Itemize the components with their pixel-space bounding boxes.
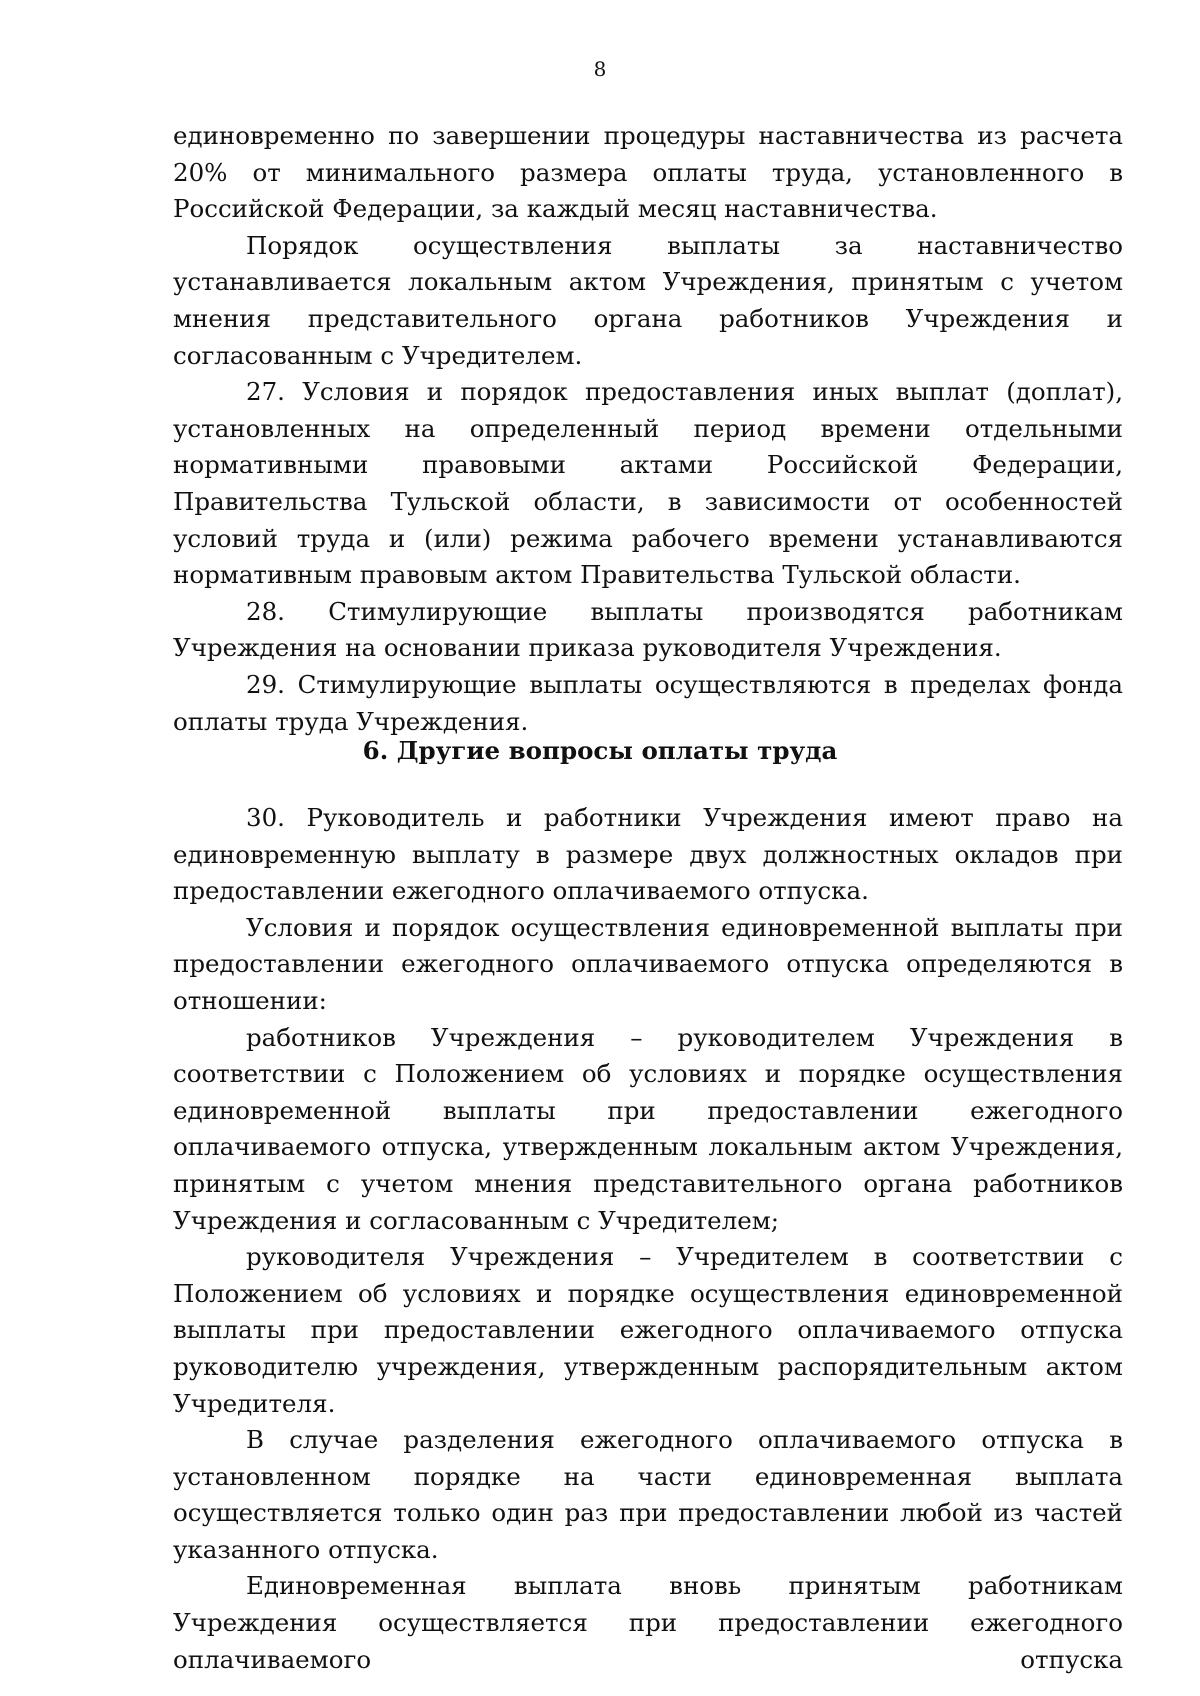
document-body-top — [173, 118, 1123, 740]
section-heading: 6. Другие вопросы оплаты труда — [362, 736, 838, 765]
paragraph: работников Учреждения – руководителем Учреждения в соответствии с Положением об условиях и порядке осуществления единовременной выплаты при предоставлении ежегодного оплачиваемого отпуска, утвержденным локальным актом Учреждения, принятым с учетом мнения представительного органа работников Учреждения и согласованным с Учредителем; — [173, 1022, 1123, 1235]
paragraph: руководителя Учреждения – Учредителем в соответствии с Положением об условиях и порядке осуществления единовременной выплаты при предоставлении ежегодного оплачиваемого отпуска руководителю учреждения, утвержденным распорядительным актом Учредителя. — [173, 1242, 1123, 1418]
paragraph: Единовременная выплата вновь принятым работникам Учреждения осуществляется при предоставлении ежегодного оплачиваемого отпуска — [173, 1571, 1123, 1674]
paragraph: Условия и порядок осуществления единовременной выплаты при предоставлении ежегодного оплачиваемого отпуска определяются в отношении: — [173, 912, 1123, 1015]
paragraph: 28. Стимулирующие выплаты производятся работникам Учреждения на основании приказа руководителя Учреждения. — [173, 596, 1123, 663]
page-number: 8 — [593, 57, 607, 81]
paragraph: 27. Условия и порядок предоставления иных выплат (доплат), установленных на определенный период времени отдельными нормативными правовыми актами Российской Федерации, Правительства Тульской области, в зависимости от особенностей условий труда и (или) режима рабочего времени устанавливаются нормативным правовым актом Правительства Тульской области. — [173, 377, 1123, 590]
paragraph: Порядок осуществления выплаты за наставничество устанавливается локальным актом Учреждения, принятым с учетом мнения представительного органа работников Учреждения и согласованным с Учредителем. — [173, 230, 1123, 370]
document-body-bottom — [173, 800, 1123, 1678]
paragraph: единовременно по завершении процедуры наставничества из расчета 20% от минимального размера оплаты труда, установленного в Российской Федерации, за каждый месяц наставничества. — [173, 121, 1123, 224]
paragraph: В случае разделения ежегодного оплачиваемого отпуска в установленном порядке на части единовременная выплата осуществляется только один раз при предоставлении любой из частей указанного отпуска. — [173, 1425, 1123, 1564]
paragraph: 30. Руководитель и работники Учреждения имеют право на единовременную выплату в размере двух должностных окладов при предоставлении ежегодного оплачиваемого отпуска. — [173, 803, 1123, 906]
paragraph: 29. Стимулирующие выплаты осуществляются в пределах фонда оплаты труда Учреждения. — [173, 669, 1123, 736]
